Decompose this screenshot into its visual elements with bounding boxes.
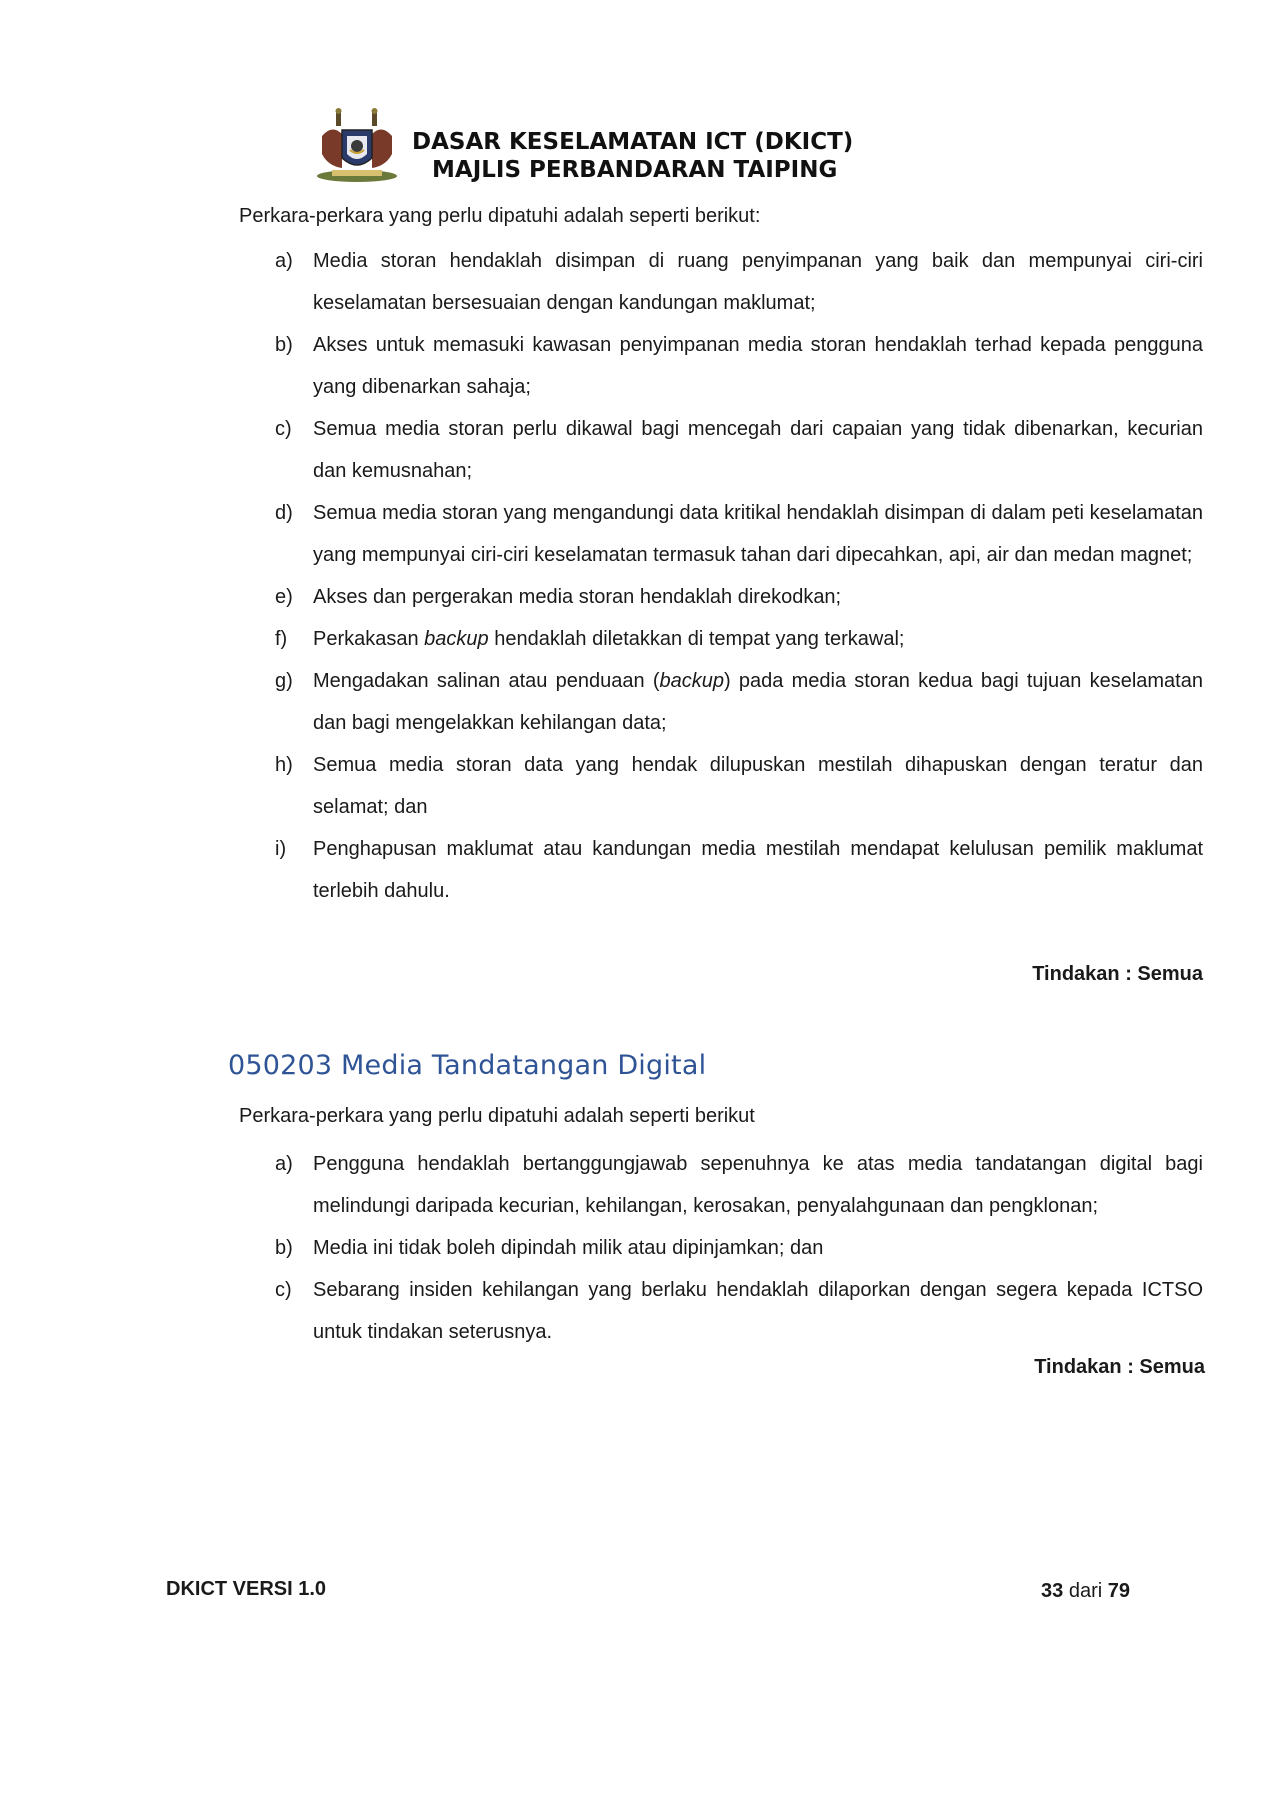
list-marker: g) — [275, 670, 293, 692]
list-item-text: Mengadakan salinan atau penduaan ( — [313, 670, 660, 692]
list-item — [275, 828, 1203, 912]
list-item-text: Semua media storan perlu dikawal bagi mencegah dari capaian yang tidak dibenarkan, kecurian dan kemusnahan; — [313, 418, 1203, 482]
list-marker: d) — [275, 502, 293, 524]
list-marker: f) — [275, 628, 288, 650]
footer-page-number — [1010, 1580, 1130, 1603]
list-item — [275, 492, 1203, 576]
list-marker: c) — [275, 1279, 292, 1301]
list-marker: b) — [275, 334, 293, 356]
list-item-text: Semua media storan yang mengandungi data kritikal hendaklah disimpan di dalam peti keselamatan yang mempunyai ciri-ciri keselamatan termasuk tahan dari dipecahkan, api, air dan medan magnet; — [313, 502, 1203, 566]
list-marker: c) — [275, 418, 292, 440]
crest-logo — [312, 106, 402, 186]
list-item — [275, 324, 1203, 408]
page-total: 79 — [1107, 1580, 1130, 1602]
page-current: 33 — [1041, 1580, 1064, 1602]
document-header-title — [412, 128, 892, 184]
list-item — [275, 1143, 1203, 1227]
section2-intro: Perkara-perkara yang perlu dipatuhi adalah seperti berikut — [239, 1105, 755, 1127]
list-item-text: hendaklah diletakkan di tempat yang terkawal; — [488, 628, 905, 650]
list-item-text: Akses untuk memasuki kawasan penyimpanan media storan hendaklah terhad kepada pengguna yang dibenarkan sahaja; — [313, 334, 1203, 398]
list-item — [275, 1227, 1203, 1269]
list-item — [275, 240, 1203, 324]
list-item — [275, 576, 1203, 618]
list-item-emphasis: backup — [659, 670, 724, 692]
list-item-text: ) pada media storan kedua bagi tujuan keselamatan dan bagi mengelakkan kehilangan data; — [313, 670, 1203, 734]
list-item — [275, 1269, 1203, 1353]
section1-intro: Perkara-perkara yang perlu dipatuhi adalah seperti berikut: — [239, 205, 761, 227]
list-item — [275, 744, 1203, 828]
header-title-line2: MAJLIS PERBANDARAN TAIPING — [432, 157, 838, 183]
section1-list — [275, 240, 1203, 912]
list-item-text: Penghapusan maklumat atau kandungan media mestilah mendapat kelulusan pemilik maklumat terlebih dahulu. — [313, 838, 1203, 902]
list-item-text: Perkakasan — [313, 628, 425, 650]
section2-list — [275, 1143, 1203, 1353]
footer-version: DKICT VERSI 1.0 — [166, 1578, 327, 1600]
list-item-text: Sebarang insiden kehilangan yang berlaku hendaklah dilaporkan dengan segera kepada ICTSO untuk tindakan seterusnya. — [313, 1279, 1203, 1343]
list-item — [275, 408, 1203, 492]
list-marker: a) — [275, 1153, 293, 1175]
list-item-emphasis: backup — [424, 628, 489, 650]
list-item-text: Pengguna hendaklah bertanggungjawab sepenuhnya ke atas media tandatangan digital bagi melindungi daripada kecurian, kehilangan, kerosakan, penyalahgunaan dan pengklonan; — [313, 1153, 1203, 1217]
header-title-line1: DASAR KESELAMATAN ICT (DKICT) — [412, 129, 854, 155]
list-item — [275, 660, 1203, 744]
list-item-text: Semua media storan data yang hendak dilupuskan mestilah dihapuskan dengan teratur dan selamat; dan — [313, 754, 1203, 818]
list-marker: b) — [275, 1237, 293, 1259]
section2-action: Tindakan : Semua — [1034, 1356, 1205, 1378]
page-separator: dari — [1063, 1580, 1108, 1602]
list-item-text: Akses dan pergerakan media storan hendaklah direkodkan; — [313, 586, 842, 608]
list-marker: e) — [275, 586, 293, 608]
list-marker: h) — [275, 754, 293, 776]
section2-heading: 050203 Media Tandatangan Digital — [228, 1050, 707, 1081]
list-marker: a) — [275, 250, 293, 272]
list-item-text: Media storan hendaklah disimpan di ruang penyimpanan yang baik dan mempunyai ciri-ciri keselamatan bersesuaian dengan kandungan maklumat; — [313, 250, 1203, 314]
list-marker: i) — [275, 838, 287, 860]
list-item-text: Media ini tidak boleh dipindah milik atau dipinjamkan; dan — [313, 1237, 824, 1259]
section1-action: Tindakan : Semua — [1032, 963, 1203, 985]
list-item — [275, 618, 1203, 660]
